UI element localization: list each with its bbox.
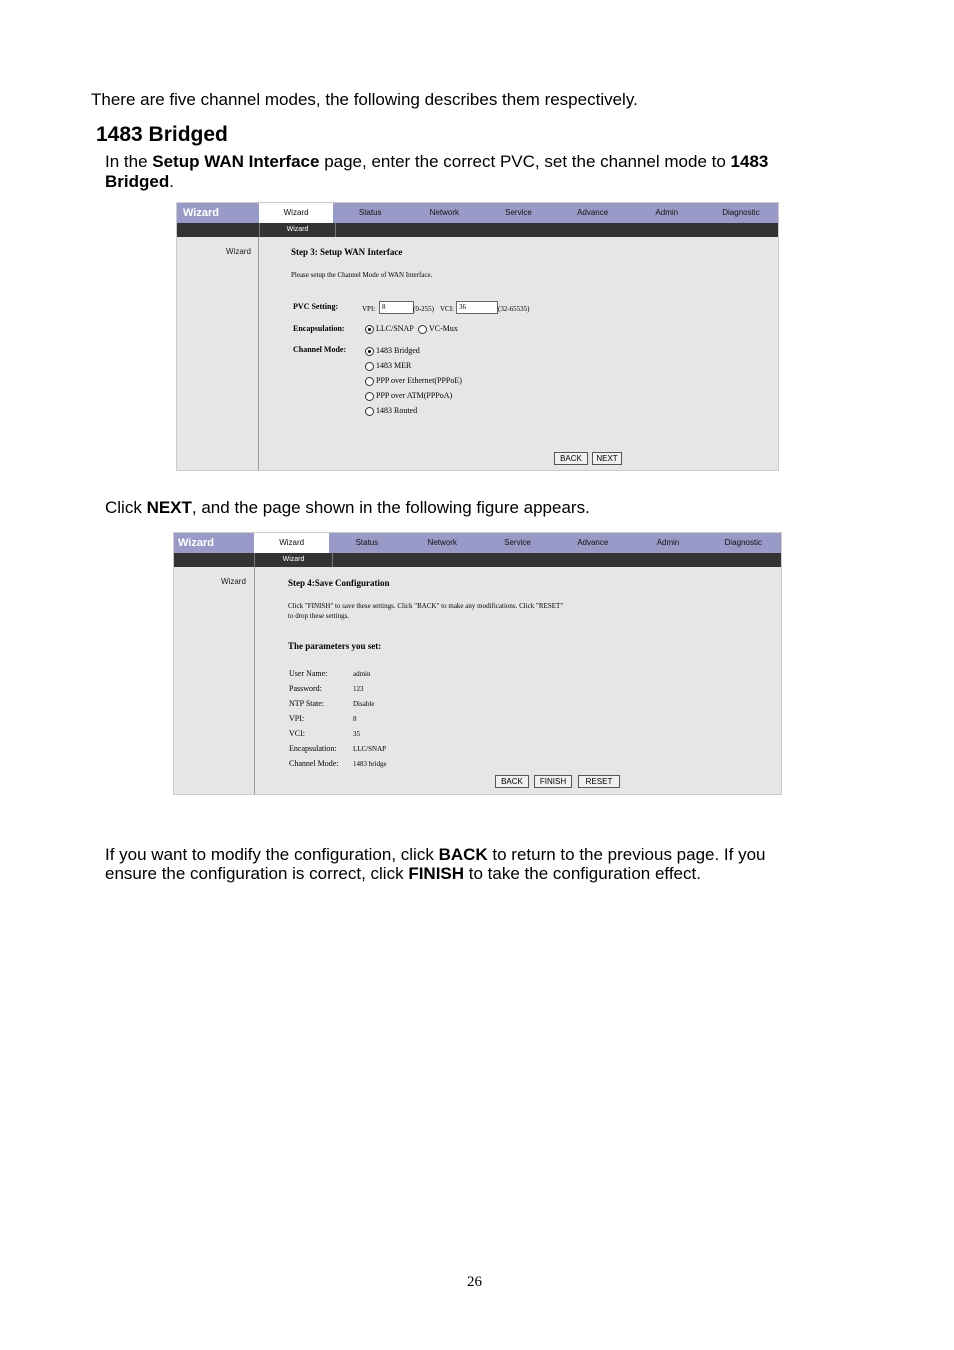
mode-option-pppoe-label: PPP over Ethernet(PPPoE) [376,376,462,385]
para1-text-2: page, enter the correct PVC, set the channel mode to [319,152,731,171]
encap-option-vcmux[interactable] [418,324,458,334]
param-value-channel-mode: 1483 bridge [353,760,387,768]
vci-input[interactable]: 36 [456,301,498,314]
figure-setup-wan [176,202,779,471]
step4-title: Step 4:Save Configuration [288,578,390,588]
param-value-vpi: 8 [353,715,357,723]
param-label-channel-mode: Channel Mode: [289,759,339,768]
mode-option-bridged[interactable] [365,346,420,356]
nav-tab-admin[interactable]: Admin [655,208,679,217]
left-menu [174,567,255,794]
nav-tab-service[interactable]: Service [505,208,532,217]
nav-tab-status[interactable]: Status [358,208,382,217]
mode-option-pppoa[interactable] [365,391,452,401]
paragraph-1-line2 [105,172,174,192]
back-button[interactable]: BACK [554,452,588,465]
vpi-label: VPI: [362,305,376,313]
reset-button[interactable]: RESET [578,775,620,788]
nav-tab-wizard[interactable]: Wizard [259,203,333,223]
step4-description-2: to drop these settings. [288,612,350,620]
para3-bold-back: BACK [438,845,488,864]
nav-tab-wizard[interactable]: Wizard [254,533,329,553]
para1-period: . [169,172,174,191]
left-menu [177,237,259,470]
intro-text: There are five channel modes, the following describes them respectively. [91,90,638,109]
para1-bold-setup: Setup WAN Interface [152,152,320,171]
para2-text: Click [105,498,147,517]
mode-option-pppoe[interactable] [365,376,462,386]
radio-icon[interactable] [365,407,374,416]
mode-option-routed[interactable] [365,406,417,416]
paragraph-2 [105,498,590,518]
param-value-vci: 35 [353,730,360,738]
radio-selected-icon[interactable] [365,347,374,356]
para2-text-2: , and the page shown in the following figure appears. [191,498,590,517]
param-label-username: User Name: [289,669,328,678]
nav-tab-network[interactable]: Network [427,538,457,547]
nav-tab-diagnostic[interactable]: Diagnostic [724,538,762,547]
radio-selected-icon[interactable] [365,325,374,334]
paragraph-3-line1 [105,845,895,865]
step3-description: Please setup the Channel Mode of WAN Interface. [291,271,433,279]
back-button[interactable]: BACK [495,775,529,788]
vpi-input[interactable]: 8 [379,301,414,314]
step3-title: Step 3: Setup WAN Interface [291,247,403,257]
finish-button[interactable]: FINISH [534,775,572,788]
nav-tab-advance[interactable]: Advance [577,208,609,217]
logo-wizard: Wizard [174,533,254,553]
page-number: 26 [467,1274,482,1290]
mode-option-pppoa-label: PPP over ATM(PPPoA) [376,391,453,400]
para1-text: In the [105,152,153,171]
radio-icon[interactable] [365,377,374,386]
vci-range: (32-65535) [498,305,530,313]
top-nav [254,533,781,553]
para1-bold-1483: 1483 [730,152,769,171]
next-button[interactable]: NEXT [592,452,622,465]
channel-mode-label: Channel Mode: [293,345,347,354]
step4-description-1: Click "FINISH" to save these settings. Click "BACK" to make any modifications. Click "RESET" [288,602,564,610]
para3-text-4: to take the configuration effect. [464,864,701,883]
encap-option-vcmux-label: VC-Mux [429,324,458,333]
param-label-password: Password: [289,684,322,693]
sub-tab-wizard[interactable]: Wizard [254,553,333,567]
para3-text-2: to return to the previous page. If you [487,845,766,864]
pvc-label: PVC Setting: [293,302,339,311]
mode-option-mer[interactable] [365,361,411,371]
radio-icon[interactable] [365,362,374,371]
nav-tab-network[interactable]: Network [429,208,460,217]
param-value-username: admin [353,670,371,678]
nav-tab-status[interactable]: Status [355,538,379,547]
section-title: 1483 Bridged [96,123,228,146]
mode-option-mer-label: 1483 MER [376,361,412,370]
left-menu-wizard[interactable]: Wizard [226,247,251,256]
figure-save-config [173,532,782,795]
para3-bold-finish: FINISH [408,864,465,883]
left-menu-wizard[interactable]: Wizard [221,577,246,586]
radio-icon[interactable] [418,325,427,334]
para2-bold-next: NEXT [146,498,192,517]
para3-text-3: ensure the configuration is correct, click [105,864,409,883]
encap-option-llc-label: LLC/SNAP [376,324,414,333]
param-label-encapsulation: Encapsulation: [289,744,337,753]
param-value-ntp: Disable [353,700,375,708]
parameters-title: The parameters you set: [288,641,382,651]
logo-wizard: Wizard [177,203,259,223]
nav-tab-advance[interactable]: Advance [577,538,609,547]
encap-option-llc[interactable] [365,324,414,334]
encapsulation-label: Encapsulation: [293,324,345,333]
para1-bold-bridged: Bridged [105,172,170,191]
mode-option-routed-label: 1483 Routed [376,406,418,415]
mode-option-bridged-label: 1483 Bridged [376,346,420,355]
param-value-password: 123 [353,685,364,693]
param-label-vpi: VPI: [289,714,305,723]
nav-tab-service[interactable]: Service [504,538,531,547]
radio-icon[interactable] [365,392,374,401]
top-nav [259,203,778,223]
param-label-ntp: NTP State: [289,699,325,708]
paragraph-3-line2 [105,864,895,884]
param-label-vci: VCI: [289,729,305,738]
para3-text: If you want to modify the configuration, click [105,845,439,864]
vci-label: VCI: [440,305,454,313]
paragraph-1 [105,152,875,172]
vpi-range: (0-255) [413,305,434,313]
nav-tab-diagnostic[interactable]: Diagnostic [722,208,760,217]
nav-tab-admin[interactable]: Admin [656,538,680,547]
sub-tab-wizard[interactable]: Wizard [259,223,336,237]
param-value-encapsulation: LLC/SNAP [353,745,387,753]
